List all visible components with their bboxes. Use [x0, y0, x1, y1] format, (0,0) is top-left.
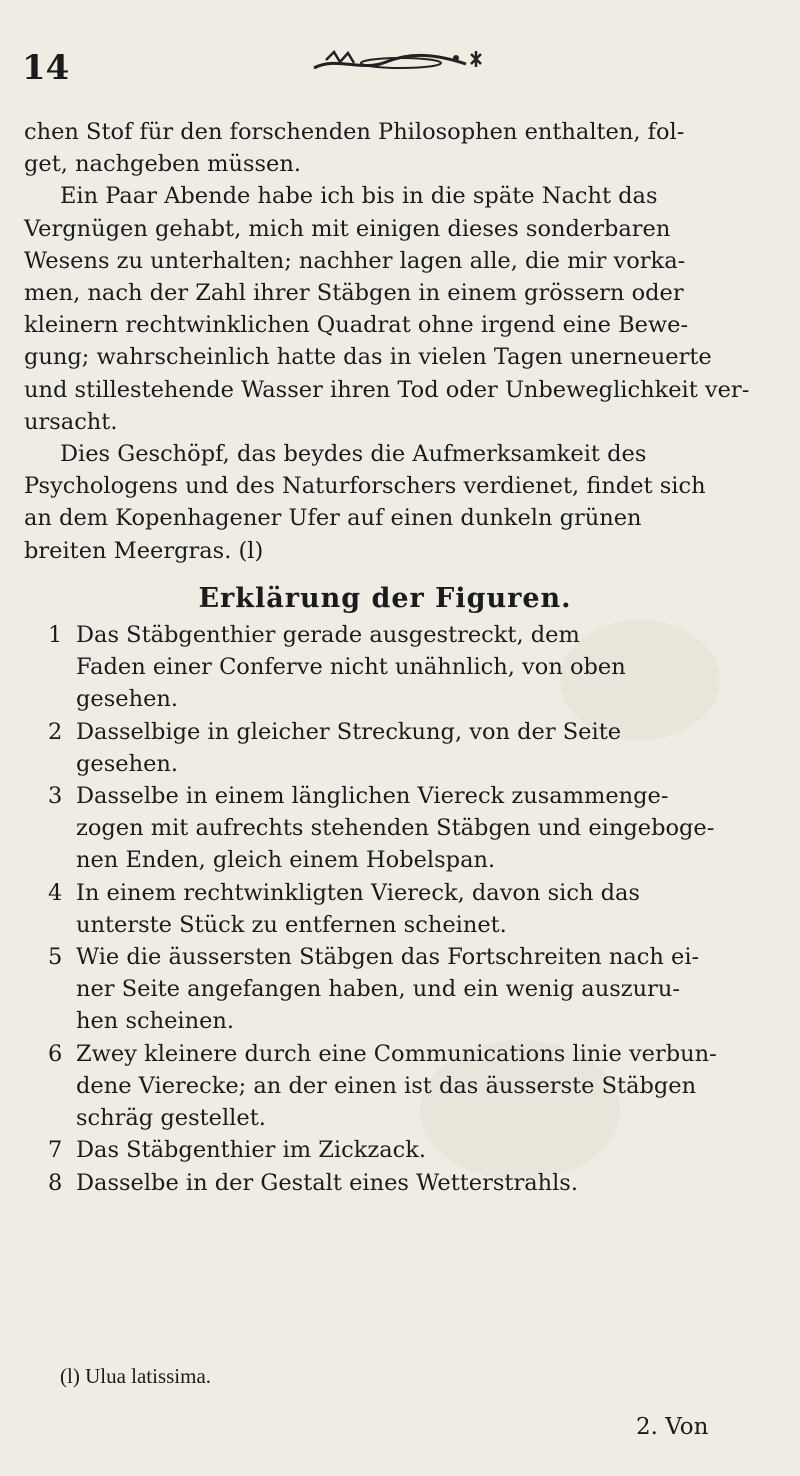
figure-text-line: ner Seite angefangen haben, und ein wenig auszuru-: [76, 976, 680, 1003]
figure-text-line: gesehen.: [76, 686, 179, 713]
figure-text-line: Faden einer Conferve nicht unähnlich, von oben: [76, 654, 626, 681]
figure-text-line: dene Vierecke; an der einen ist das äusserste Stäbgen: [76, 1072, 697, 1099]
figure-text-line: Dasselbe in der Gestalt eines Wetterstrahls.: [76, 1169, 578, 1196]
figure-text-line: Das Stäbgenthier im Zickzack.: [76, 1137, 426, 1164]
footnote: (l) Ulua latissima.: [60, 1364, 212, 1388]
figure-number: 8: [48, 1169, 63, 1196]
text-line: gung; wahrscheinlich hatte das in vielen Tagen unerneuerte: [24, 344, 712, 371]
text-line: Ein Paar Abende habe ich bis in die späte Nacht das: [60, 183, 658, 210]
text-line: Vergnügen gehabt, mich mit einigen dieses sonderbaren: [24, 215, 671, 242]
figure-text-line: Dasselbe in einem länglichen Viereck zusammenge-: [76, 783, 669, 810]
text-line: Psychologens und des Naturforschers verdienet, findet sich: [24, 473, 706, 500]
figure-item: [24, 1038, 746, 1135]
paragraph: [24, 116, 746, 180]
figure-text-line: Wie die äussersten Stäbgen das Fortschreiten nach ei-: [76, 944, 700, 971]
figure-text-line: Dasselbige in gleicher Streckung, von der Seite: [76, 718, 622, 745]
figure-number: 6: [48, 1040, 63, 1067]
figure-text-line: hen scheinen.: [76, 1008, 235, 1035]
section-heading: Erklärung der Figuren.: [198, 582, 572, 614]
figure-item: [24, 780, 746, 877]
figure-number: 7: [48, 1137, 63, 1164]
header-ornament-icon: [306, 46, 496, 78]
figure-item: [24, 941, 746, 1038]
figure-item: [24, 877, 746, 941]
figure-text-line: gesehen.: [76, 750, 179, 777]
figure-text-line: schräg gestellet.: [76, 1105, 266, 1132]
figure-number: 2: [48, 718, 63, 745]
text-line: an dem Kopenhagener Ufer auf einen dunkeln grünen: [24, 505, 642, 532]
figure-text-line: nen Enden, gleich einem Hobelspan.: [76, 847, 496, 874]
paragraph: [24, 438, 746, 567]
figure-number: 5: [48, 944, 63, 971]
figure-item: [24, 1167, 746, 1199]
figure-item: [24, 716, 746, 780]
text-line: breiten Meergras. (l): [24, 537, 264, 564]
figure-text-line: unterste Stück zu entfernen scheinet.: [76, 911, 507, 938]
main-text: [24, 116, 750, 1199]
figure-text-line: zogen mit aufrechts stehenden Stäbgen und eingeboge-: [76, 815, 715, 842]
text-line: ursacht.: [24, 408, 118, 435]
figure-text-line: Das Stäbgenthier gerade ausgestreckt, dem: [76, 622, 580, 649]
text-line: men, nach der Zahl ihrer Stäbgen in einem grössern oder: [24, 280, 684, 307]
figure-number: 3: [48, 783, 63, 810]
catchword: 2. Von: [636, 1414, 709, 1440]
text-line: Dies Geschöpf, das beydes die Aufmerksamkeit des: [60, 441, 647, 468]
figure-number: 4: [48, 879, 63, 906]
figure-item: [24, 1134, 746, 1166]
figure-text-line: Zwey kleinere durch eine Communications linie verbun-: [76, 1040, 717, 1067]
page-number: 14: [22, 48, 70, 88]
text-line: kleinern rechtwinklichen Quadrat ohne irgend eine Bewe-: [24, 312, 689, 339]
figure-text-line: In einem rechtwinkligten Viereck, davon sich das: [76, 879, 640, 906]
paragraph: [24, 180, 750, 438]
figure-number: 1: [48, 622, 63, 649]
figure-list: [24, 619, 746, 1199]
text-line: und stillestehende Wasser ihren Tod oder Unbeweglichkeit ver-: [24, 376, 750, 403]
text-line: Wesens zu unterhalten; nachher lagen alle, die mir vorka-: [24, 247, 686, 274]
figure-item: [24, 619, 746, 716]
text-line: chen Stof für den forschenden Philosophen enthalten, fol-: [24, 119, 685, 145]
text-line: get, nachgeben müssen.: [24, 151, 302, 178]
